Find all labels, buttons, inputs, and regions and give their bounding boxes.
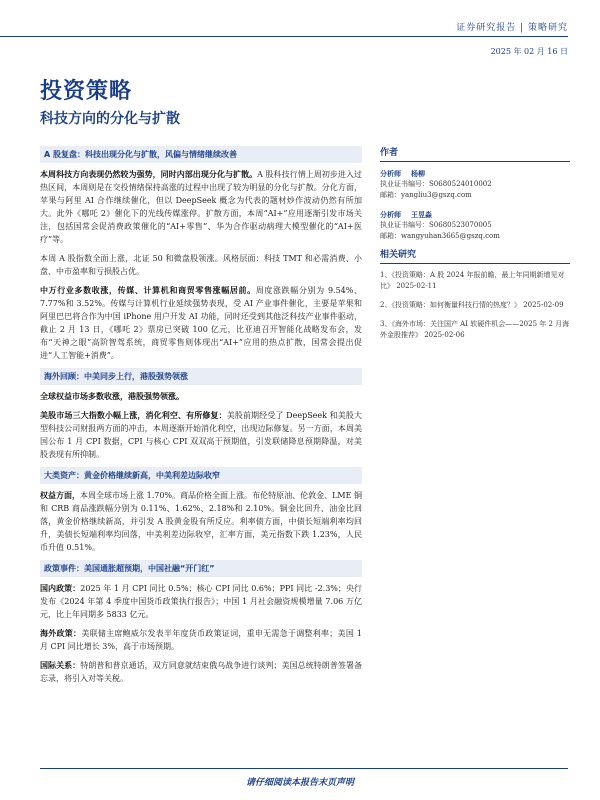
paragraph — [40, 659, 362, 685]
author-role: 分析师 — [380, 210, 401, 219]
author-card — [380, 209, 570, 242]
email-label: 邮箱： — [380, 232, 401, 240]
paragraph-lead: 美股市场三大指数小幅上涨，消化利空、有所修复： — [40, 410, 227, 420]
paragraph — [40, 168, 362, 246]
header-divider — [0, 36, 568, 37]
cert-number: S0680524010002 — [429, 180, 492, 188]
paragraph-lead: 全球权益市场多数收涨，港股强势领涨。 — [40, 391, 184, 401]
main-content — [40, 142, 362, 691]
related-report-item[interactable]: 2、《投资策略：如何衡量科技行情的热度？》 2025-02-09 — [380, 301, 564, 309]
paragraph-text: 2025 年 1 月 CPI 同比 0.5%；核心 CPI 同比 0.6%；PPI 同比 -2.3%；央行发布《2024 年第 4 季度中国货币政策执行报告》；中国 1 月社会融资规模增量 7.06 万亿元，比上年同期多 5833 亿元。 — [40, 584, 363, 619]
paragraph-text: 本周 A 股指数全面上涨，北证 50 和微盘股领涨。风格层面：科技 TMT 和必需消费、小盘、中市盈率和亏损股占优。 — [40, 254, 362, 276]
paragraph-lead: 海外政策： — [40, 628, 82, 638]
paragraph — [40, 390, 362, 403]
section-heading: 海外回顾：中美同步上行，港股强势领涨 — [40, 368, 362, 385]
footer — [0, 770, 600, 789]
footer-disclaimer: 请仔细阅读本报告末页声明 — [245, 778, 354, 788]
cert-label: 执业证书编号： — [380, 180, 429, 188]
header-tag: 证券研究报告 | 策略研究 — [456, 23, 568, 33]
section-heading: A 股复盘：科技出现分化与扩散，风偏与情绪继续改善 — [40, 146, 362, 163]
paragraph-lead: 国内政策： — [40, 583, 81, 593]
author-name: 杨柳 — [411, 169, 425, 178]
paragraph-lead: 国际关系： — [40, 660, 81, 670]
authors-title: 作者 — [380, 148, 570, 162]
report-title: 投资策略 — [40, 79, 133, 104]
paragraph — [40, 582, 362, 621]
paragraph — [40, 627, 362, 653]
paragraph-text: 特朗普和普京通话，双方同意就结束俄乌战争进行谈判；美国总统特朗普签署备忘录，将引入对等关税。 — [40, 661, 363, 683]
paragraph — [40, 409, 362, 461]
section-assets — [40, 467, 362, 554]
related-title: 相关研究 — [380, 250, 570, 264]
section-heading: 政策事件：美国通胀超预期，中国社融“开门红” — [40, 560, 362, 577]
report-date: 2025 年 02 月 16 日 — [490, 47, 568, 56]
paragraph-text: 美联储主席鲍威尔发表半年度货币政策证词，重申无需急于调整利率；美国 1 月 CPI 同比增长 3%，高于市场预期。 — [40, 629, 362, 651]
cert-number: S0680523070005 — [429, 221, 492, 229]
email-label: 邮箱： — [380, 191, 401, 199]
related-report-item[interactable]: 1、《投资策略：A 股 2024 年报前瞻，最上年同期新增见对比》 2025-02-11 — [380, 271, 565, 290]
report-subtitle: 科技方向的分化与扩散 — [40, 111, 180, 127]
paragraph — [40, 489, 362, 554]
paragraph-text: 本周全球市场上涨 1.70%。商品价格全面上涨。布伦特原油、伦敦金、LME 铜和 CRB 商品涨跌幅分别为 0.11%、1.62%、2.18%和 2.10%。铜金比回升、油金比回落，黄金价格继续新高，并引发 A 股黄金股有所反应。利率债方面，中债长短端利率均回升，美债长短端利率均回落，中美利差边际收窄，汇率方面，美元指数下跌 1.23%，人民币升值 0.51%。 — [40, 491, 363, 552]
author-card — [380, 168, 570, 201]
paragraph — [40, 252, 362, 278]
section-heading: 大类资产：黄金价格继续新高，中美利差边际收窄 — [40, 467, 362, 484]
section-a-share — [40, 146, 362, 362]
email-link[interactable]: yangliu3@gszq.com — [401, 191, 472, 199]
paragraph-text: 美股前期经受了 DeepSeek 和美股大型科技公司财报两方面的冲击，本周逐渐开始消化利空，出现边际修复。另一方面，本周美国公布 1 月 CPI 数据，CPI 与核心 CPI 双双高于预期值，引发联储降息预期降温，对美股表现有所抑制。 — [40, 411, 362, 459]
cert-label: 执业证书编号： — [380, 221, 429, 229]
paragraph — [40, 284, 362, 362]
sidebar — [380, 148, 570, 349]
paragraph-lead: 本周科技方向表现仍然较为强势，同时内部出现分化与扩散。 — [40, 169, 258, 179]
related-report-item[interactable]: 3、《海外市场：关注国产 AI 软硬件机会——2025 年 2 月海外金股推荐》 2025-02-06 — [380, 320, 570, 339]
paragraph-lead: 权益方面， — [40, 490, 81, 500]
section-policy — [40, 560, 362, 685]
section-overseas — [40, 368, 362, 461]
author-name: 王昱淼 — [411, 210, 432, 219]
paragraph-lead: 中万行业多数收涨，传媒、计算机和商贸零售涨幅居前。 — [40, 285, 256, 295]
paragraph-text: 周度涨跌幅分别为 9.54%、7.77%和 3.52%。传媒与计算机行业延续强势表现，受 AI 产业事件催化，主要是苹果和阿里巴巴将合作为中国 iPhone 用户开发 AI 功能，同时还受到其他泛科技产业事件驱动，截止 2 月 13 日，《哪吒 2》票房已突破 100 亿元，比亚迪召开智能化战略发布会，发布“天神之眼”高阶智驾系统，商贸零售则体现出“AI+”应用的热点扩散，国常会提出促进“人工智能+消费”。 — [40, 286, 362, 360]
author-role: 分析师 — [380, 169, 401, 178]
footer-divider — [40, 768, 568, 769]
header-tag-box — [456, 20, 568, 33]
email-link[interactable]: wangyuhan3665@gszq.com — [401, 232, 500, 240]
paragraph-text: A 股科技行情上周初步进入过热区间，本周则是在交投情绪保持高涨的过程中出现了较为明显的分化与扩散。分化方面，苹果与阿里 AI 合作继续催化，但以 DeepSeek 概念为代表的题材炒作波动仍然有所加大。此外《哪吒 2》催化下的光线传媒涨停。扩散方面，本周“AI+”应用逐渐引发市场关注，包括国常会促消费政策催化的“AI+零售”、华为合作驱动病理大模型催化的“AI+医疗”等。 — [40, 170, 362, 244]
